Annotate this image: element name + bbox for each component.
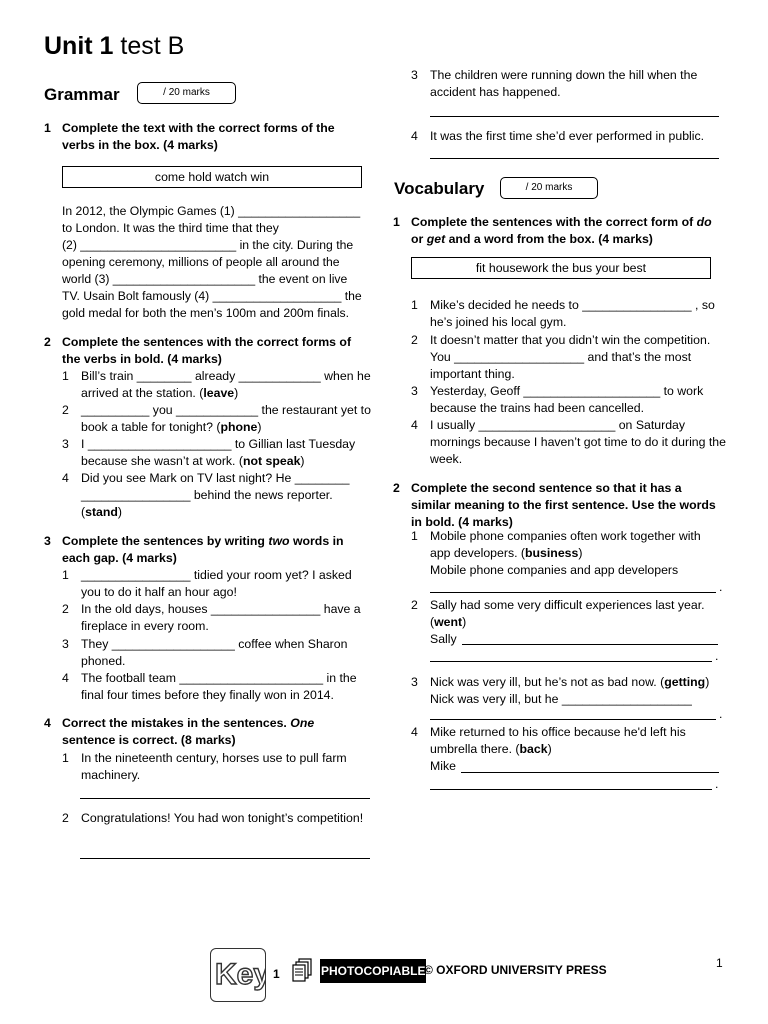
item-text: In the nineteenth century, horses use to pull farm machinery. — [81, 751, 347, 782]
question-number: 1 — [44, 121, 51, 135]
item-number: 3 — [411, 68, 418, 82]
title-test: test B — [113, 32, 185, 60]
item-bold-word: back — [519, 742, 548, 756]
grammar-q3-instruction — [44, 533, 364, 567]
grammar-q4-instruction — [44, 715, 369, 749]
item-text — [430, 724, 723, 775]
grammar-q1-text — [62, 203, 372, 322]
item-text — [81, 402, 372, 436]
item-number: 4 — [62, 671, 69, 685]
instruction-text: Complete the second sentence so that it has a similar meaning to the first sentence. Use the words in bold. (4 marks) — [411, 481, 716, 529]
answer-line[interactable] — [80, 858, 370, 859]
answer-line[interactable] — [462, 644, 718, 645]
item-text — [430, 597, 726, 648]
footer-level-number: 1 — [273, 967, 280, 981]
instruction-part: words in each gap. (4 marks) — [62, 534, 344, 565]
item-number: 3 — [411, 675, 418, 689]
answer-line[interactable] — [461, 772, 719, 773]
item-number: 2 — [62, 811, 69, 825]
item-text — [81, 470, 372, 521]
text-line: world (3) _____________________ the event on live — [62, 272, 348, 286]
item-number: 1 — [62, 369, 69, 383]
full-stop: . — [719, 707, 723, 721]
instruction-text: Complete the text with the correct forms of the verbs in the box. (4 marks) — [62, 121, 335, 152]
item-prefix: Nick was very ill, but he’s not as bad now. ( — [430, 675, 665, 689]
answer-line[interactable] — [430, 789, 712, 790]
grammar-q1-word-box: come hold watch win — [62, 166, 362, 188]
page-title — [44, 30, 184, 62]
answer-line[interactable] — [80, 798, 370, 799]
item-number: 4 — [411, 725, 418, 739]
item-text: ________________ tidied your room yet? I asked you to do it half an hour ago! — [81, 568, 352, 599]
answer-line[interactable] — [430, 592, 716, 593]
grammar-q1-instruction — [44, 120, 364, 154]
item-text: Yesterday, Geoff ____________________ to work because the trains had been cancelled. — [430, 384, 704, 415]
item-suffix: ) — [578, 546, 583, 560]
svg-text:Key: Key — [215, 958, 265, 991]
second-sentence: Sally — [430, 632, 457, 646]
answer-line[interactable] — [430, 661, 712, 662]
question-number: 4 — [44, 716, 51, 730]
key-logo — [210, 948, 266, 1002]
item-suffix: ) — [462, 615, 467, 629]
text-line: In 2012, the Olympic Games (1) __________________ — [62, 204, 361, 218]
item-number: 3 — [411, 384, 418, 398]
key-logo-icon — [211, 949, 265, 1001]
item-text: The children were running down the hill when the accident has happened. — [430, 68, 698, 99]
text-line: TV. Usain Bolt famously (4) ___________________ the — [62, 289, 362, 303]
instruction-text — [44, 715, 369, 749]
item-text: It was the first time she’d ever performed in public. — [430, 129, 705, 143]
full-stop: . — [715, 649, 719, 663]
question-number: 3 — [44, 534, 51, 548]
title-unit: Unit 1 — [44, 32, 114, 60]
photocopiable-label: PHOTOCOPIABLE — [320, 959, 426, 983]
vocabulary-heading: Vocabulary — [394, 179, 485, 198]
text-line: gold medal for both the men’s 100m and 200m finals. — [62, 306, 350, 320]
vocabulary-marks-box: / 20 marks — [500, 177, 598, 199]
item-text: It doesn’t matter that you didn’t win the competition. You ___________________ and that’s the most important thing. — [430, 333, 711, 381]
item-text — [430, 674, 729, 708]
instruction-text — [44, 533, 364, 567]
item-number: 4 — [411, 418, 418, 432]
full-stop: . — [719, 580, 723, 594]
item-text — [430, 528, 721, 579]
instruction-part: and a word from the box. (4 marks) — [445, 232, 653, 246]
item-prefix: Mike returned to his office because he'd left his umbrella there. ( — [430, 725, 686, 756]
item-bold-verb: not speak — [243, 454, 301, 468]
second-sentence: Mike — [430, 759, 456, 773]
question-number: 2 — [44, 335, 51, 349]
item-number: 4 — [411, 129, 418, 143]
vocabulary-q1-instruction — [393, 214, 723, 248]
item-prefix: Mobile phone companies often work together with app developers. ( — [430, 529, 701, 560]
instruction-part: sentence is correct. (8 marks) — [62, 733, 236, 747]
item-number: 2 — [411, 598, 418, 612]
item-text — [81, 436, 372, 470]
item-suffix: ) — [234, 386, 239, 400]
item-prefix: I _____________________ to Gillian last Tuesday because she wasn’t at work. ( — [81, 437, 356, 468]
item-number: 3 — [62, 437, 69, 451]
item-suffix: ) — [117, 505, 123, 519]
instruction-emphasis: One — [290, 716, 315, 730]
item-bold-verb: phone — [220, 420, 258, 434]
item-bold-word: getting — [664, 675, 706, 689]
instruction-text — [393, 214, 723, 248]
item-suffix: ) — [257, 420, 262, 434]
item-text: They __________________ coffee when Sharon phoned. — [81, 637, 348, 668]
item-suffix: ) — [300, 454, 305, 468]
item-number: 1 — [411, 529, 418, 543]
item-prefix: Sally had some very difficult experiences last year. ( — [430, 598, 705, 629]
text-line: (2) _______________________ in the city. During the — [62, 238, 354, 252]
item-number: 2 — [62, 602, 69, 616]
item-number: 1 — [411, 298, 418, 312]
instruction-emphasis-do: do — [696, 215, 712, 229]
item-text: Mike’s decided he needs to ________________ , so he’s joined his local gym. — [430, 298, 715, 329]
item-text: I usually ____________________ on Saturday mornings because I haven’t got time to do it during the week. — [430, 418, 726, 466]
item-number: 1 — [62, 568, 69, 582]
grammar-marks-box: / 20 marks — [137, 82, 236, 104]
instruction-part: Correct the mistakes in the sentences. — [62, 716, 291, 730]
item-prefix: Did you see Mark on TV last night? He ________ ________________ behind the news reporter. ( — [81, 471, 350, 519]
item-bold-word: went — [434, 615, 463, 629]
full-stop: . — [715, 777, 719, 791]
page-number: 1 — [716, 956, 723, 970]
instruction-text: Complete the sentences with the correct forms of the verbs in bold. (4 marks) — [62, 335, 352, 366]
grammar-q2-instruction — [44, 334, 369, 368]
item-number: 3 — [62, 637, 69, 651]
vocabulary-q1-word-box: fit housework the bus your best — [411, 257, 711, 279]
item-bold-word: business — [525, 546, 579, 560]
instruction-part: or — [411, 232, 427, 246]
item-number: 2 — [411, 333, 418, 347]
text-line: to London. It was the third time that they — [62, 221, 279, 235]
publisher-label: © OXFORD UNIVERSITY PRESS — [424, 963, 607, 977]
item-prefix: Bill’s train ________ already ____________ when he arrived at the station. ( — [81, 369, 371, 400]
second-sentence: Nick was very ill, but he ___________________ — [430, 692, 692, 706]
answer-line[interactable] — [430, 158, 719, 159]
item-text: In the old days, houses ________________ have a fireplace in every room. — [81, 602, 361, 633]
question-number: 2 — [393, 481, 400, 495]
question-number: 1 — [393, 215, 400, 229]
item-number: 4 — [62, 471, 69, 485]
answer-line[interactable] — [430, 719, 716, 720]
item-bold-verb: leave — [203, 386, 235, 400]
photocopy-icon — [291, 958, 313, 984]
item-text: The football team _____________________ in the final four times before they finally won in 2014. — [81, 671, 357, 702]
second-sentence: Mobile phone companies and app developers — [430, 563, 679, 577]
item-prefix: __________ you ____________ the restaurant yet to book a table for tonight? ( — [81, 403, 371, 434]
item-suffix: ) — [547, 742, 552, 756]
instruction-emphasis: two — [268, 534, 290, 548]
item-bold-verb: stand — [85, 505, 118, 519]
item-suffix: ) — [705, 675, 710, 689]
item-text: Congratulations! You had won tonight’s competition! — [81, 811, 364, 825]
item-text — [81, 368, 372, 402]
instruction-part: Complete the sentences with the correct form of — [411, 215, 697, 229]
item-number: 1 — [62, 751, 69, 765]
vocabulary-q2-instruction — [393, 480, 718, 531]
instruction-part: Complete the sentences by writing — [62, 534, 269, 548]
text-line: opening ceremony, millions of people all around the — [62, 255, 340, 269]
instruction-emphasis-get: get — [426, 232, 446, 246]
grammar-heading: Grammar — [44, 85, 120, 104]
item-number: 2 — [62, 403, 69, 417]
answer-line[interactable] — [430, 116, 719, 117]
